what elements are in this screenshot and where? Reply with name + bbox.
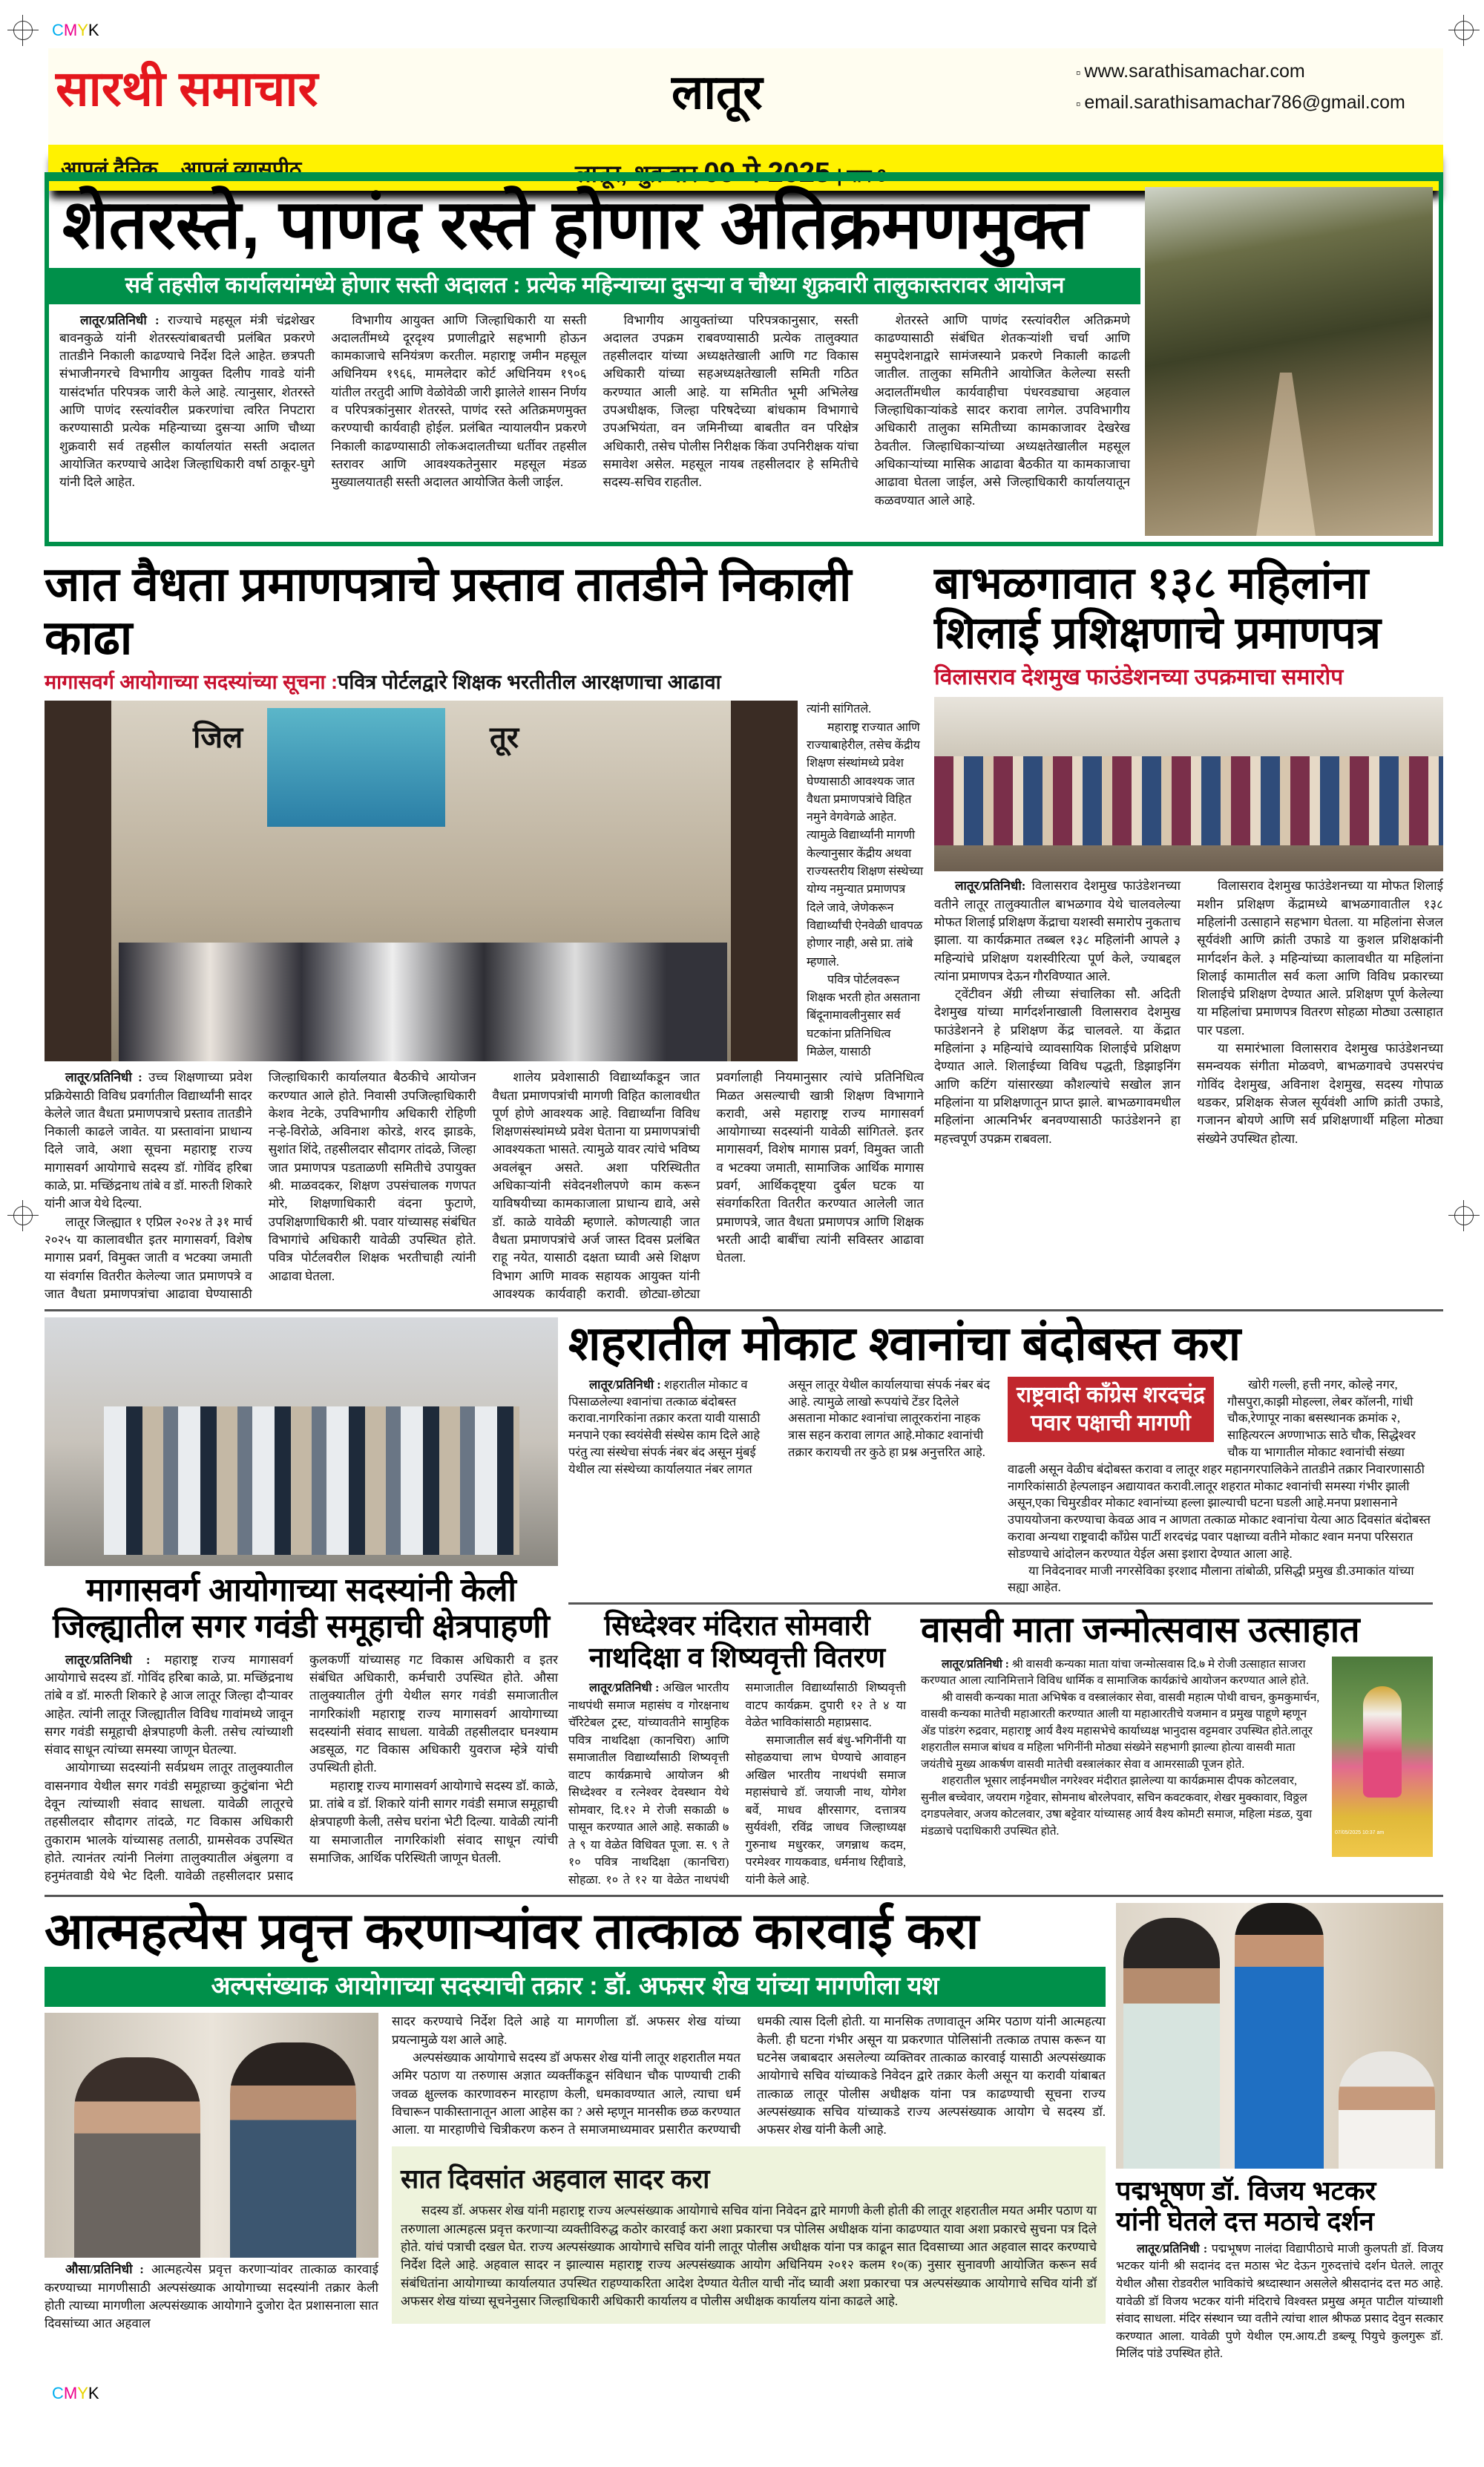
farm-road-photo bbox=[1145, 187, 1433, 536]
dateline: लातूर/प्रतिनिधी : bbox=[1137, 2242, 1208, 2255]
suicide-headline: आत्महत्येस प्रवृत्त करणाऱ्यांवर तात्काळ कारवाई करा bbox=[45, 1903, 979, 1960]
email-link[interactable]: ▫ email.sarathisamachar786@gmail.com bbox=[1076, 92, 1405, 113]
paragraph: शालेय प्रवेशासाठी विद्यार्थ्यांकडून जात वैधता प्रमाणपत्रांची मागणी विहित कालावधीत पूर्ण होणे आवश्यक आहे. विद्यार्थ्यांना विविध शिक्षणसंस्थांमध्ये प्रवेश घेताना या प्रमाणपत्रांची आवश्यकता भासते. त्यामुळे यावर त्यांचे भविष्य अवलंबून असते. अशा परिस्थितीत अधिकाऱ्यांनी संवेदनशीलपणे काम करून याविषयीच्या कामकाजाला प्राधान्य द्यावे, असे डॉ. काळे यावेळी म्हणाले. कोणत्याही जात वैधता प्रमाणपत्रांचे अर्ज जास्त दिवस प्रलंबित राहू नयेत, यासाठी दक्षता घ्यावी असे शिक्षण विभाग आणि मावक सहायक आयुक्त यांनी आवश्यक कार्यवाही करावी. छोट्या-छोट्या प्रवर्गालाही नियमानुसार त्यांचे प्रतिनिधित्व मिळत असल्याची खात्री शिक्षण विभागाने करावी, असे महाराष्ट्र राज्य मागासवर्ग आयोगाच्या सदस्यांनी यावेळी सांगितले. इतर मागासवर्ग, विशेष मागास प्रवर्ग, विमुक्त जाती व भटक्या जमाती, सामाजिक आर्थिक मागास प्रवर्ग, आर्थिकदृष्ट्या दुर्बल घटक या संवर्गाकरिता वितरीत करण्यात आलेली जात प्रमाणपत्रे, जात वैधता प्रमाणपत्र आणि शिक्षक भरती आदी बाबींचा त्यांनी सविस्तर आढावा घेतला. bbox=[492, 1070, 924, 1301]
cmyk-mark: CMYK bbox=[52, 2384, 99, 2403]
paragraph: या समारंभाला विलासराव देशमुख फाउंडेशनच्या समन्वयक संगीता मोळवणे, बाभळगावचे उपसरपंच गोविंद देशमुख, अविनाश देशमुख, सदस्य गोपाळ थडकर, प्रशिक्षक सेजल सूर्यवंशी आणि क्रांती उफाडे, गजानन बोयणे आणि सर्व प्रशिक्षणार्थी महिला मोठ्या संख्येने उपस्थित होत्या. bbox=[1197, 1041, 1443, 1146]
caste-side-column bbox=[807, 701, 924, 1061]
paragraph: विभागीय आयुक्त आणि जिल्हाधिकारी या सस्ती अदालतींमध्ये दूरदृश्य प्रणालीद्वारे सहभागी होऊन कामकाजाचे सनियंत्रण करतील. महाराष्ट्र जमीन महसूल अधिनियम १९६६, मामलेदार कोर्ट अधिनियम १९०६ यांतील तरतुदी आणि वेळोवेळी जारी झालेले शासन निर्णय व परिपत्रकांनुसार शेतरस्ते, पाणंद रस्ते अतिक्रमणमुक्त करण्याची कार्यवाही होईल. प्रलंबित न्यायालयीन प्रकरणे निकाली काढण्यासाठी लोकअदालतीच्या धर्तीवर तहसील स्तरावर आणि आवश्यकतेनुसार महसूल मंडळ मुख्यालयातही सस्ती अदालत आयोजित केली जाईल. bbox=[331, 312, 587, 490]
dateline: औसा/प्रतिनिधी : bbox=[65, 2262, 144, 2277]
sewing-story-body bbox=[934, 877, 1443, 1147]
dutt-math-visit-photo bbox=[1116, 1903, 1443, 2169]
paragraph: विभागीय आयुक्तांच्या परिपत्रकानुसार, सस्ती अदालत उपक्रम राबवण्यासाठी प्रत्येक तालुक्यात तहसीलदार यांच्या अध्यक्षतेखाली आणि गट विकास अधिकारी यांच्या सहअध्यक्षतेखाली समिती गठित करण्यात आली आहे. या समितीत भूमी अभिलेख उपअधीक्षक, जिल्हा परिषदेच्या बांधकाम विभागाचे उपअभियंता, वन जमिनीच्या बाबतीत वन परिक्षेत्र अधिकारी, तसेच पोलीस निरीक्षक किंवा उपनिरीक्षक यांचा समावेश असेल. महसूल नायब तहसीलदार हे समितीचे सदस्य-सचिव राहतील. bbox=[603, 312, 858, 490]
complaint-handover-photo bbox=[45, 2013, 378, 2258]
paragraph: लातूर जिल्ह्यात १ एप्रिल २०२४ ते ३१ मार्च २०२५ या कालावधीत इतर मागासवर्ग, विशेष मागास प्रवर्ग, विमुक्त जाती व भटक्या जमाती या संवर्गास वितरीत केलेल्या जात प्रमाणपत्रे व जात वैधता प्रमाणपत्रांचा आढावा घेण्यासाठी जिल्हाधिकारी कार्यालयात बैठकीचे आयोजन करण्यात आले होते. निवासी उपजिल्हाधिकारी केशव नेटके, उपविभागीय अधिकारी रोहिणी नऱ्हे-विरोळे, अविनाश कोरडे, शरद झाडके, सुशांत शिंदे, तहसीलदार सौदागर तांदळे, जिल्हा जात प्रमाणपत्र पडताळणी समितीचे उपायुक्त श्री. माळवदकर, शिक्षण उपसंचालक गणपत मोरे, शिक्षणाधिकारी वंदना फुटाणे, उपशिक्षणाधिकारी श्री. पवार यांच्यासह संबंधित विभागांचे अधिकारी यावेळी उपस्थित होते. पवित्र पोर्टलवरील शिक्षक भरतीचाही त्यांनी आढावा घेतला. bbox=[45, 1070, 476, 1301]
dateline: लातूर/प्रतिनिधी: bbox=[955, 879, 1026, 894]
box-body bbox=[401, 2202, 1097, 2310]
nathdiksha-headline-line1: सिध्देश्वर मंदिरात सोमवारी bbox=[604, 1611, 870, 1642]
issue-date: लातूर, शुक्रवार 09 मे 2025 | पान 6 bbox=[575, 157, 887, 189]
field-visit-photo bbox=[45, 1317, 558, 1566]
suicide-story-body bbox=[392, 2013, 1106, 2139]
sewing-story bbox=[934, 558, 1443, 1148]
certificate-ceremony-photo bbox=[934, 697, 1443, 871]
caste-subhead: मागासवर्ग आयोगाच्या सदस्यांच्या सूचना :पवित्र पोर्टलद्वारे शिक्षक भरतीतील आरक्षणाचा आढावा bbox=[45, 671, 721, 694]
nathdiksha-body bbox=[568, 1680, 906, 1889]
paragraph: लातूर/प्रतिनिधी : श्री वासवी कन्यका माता यांचा जन्मोत्सवास दि.७ मे रोजी उत्साहात साजरा करण्यात आला त्यानिमित्ताने विविध धार्मिक व सामाजिक कार्यक्रांचे आयोजन करण्यात आले होते. bbox=[921, 1657, 1309, 1688]
photo-banner-text: जिल bbox=[193, 721, 243, 755]
paragraph: लातूर/प्रतिनिधी : अखिल भारतीय नाथपंथी समाज महासंघ व गोरक्षनाथ चॅरिटेबल ट्रस्ट, यांच्यावतीने सामुहिक पवित्र नाथदिक्षा (कानचिरा) आणि समाजातील विद्यार्थ्यांसाठी शिष्यवृत्ती वाटप कार्यक्रमाचे आयोजन श्री सिध्देश्वर व रत्नेश्वर देवस्थान येथे सोमवार, दि.१२ मे रोजी सकाळी ७ पासून करण्यात आले आहे. सकाळी ७ ते ९ या वेळेत विधिवत पूजा. स. ९ ते १० पवित्र नाथदिक्षा (कानचिरा) सोहळा. १० ते १२ या वेळेत नाथपंथी समाजातील विद्यार्थ्यांसाठी शिष्यवृत्ती वाटप कार्यक्रम. दुपारी १२ ते ४ या वेळेत भाविकांसाठी महाप्रसाद. bbox=[568, 1682, 906, 1887]
paragraph: लातूर/प्रतिनिधी : उच्च शिक्षणाच्या प्रवेश प्रक्रियेसाठी विविध प्रवर्गातील विद्यार्थ्यांनी सादर केलेले जात वैधता प्रमाणपत्राचे प्रस्ताव तातडीने निकाली काढले जावेत. या प्रस्तावांना प्राधान्य दिले जावे, अशा सूचना महाराष्ट्र राज्य मागासवर्ग आयोगाचे सदस्य डॉ. गोविंद हरिबा काळे, प्रा. मच्छिंद्रनाथ तांबे व डॉ. मारुती शिकारे यांनी आज येथे दिल्या. bbox=[45, 1070, 252, 1211]
dateline: लातूर/प्रतिनिधी : bbox=[80, 312, 160, 327]
report-deadline-box bbox=[392, 2146, 1106, 2324]
vasavi-body bbox=[921, 1657, 1433, 1841]
bhatkar-headline-line2: यांनी घेतले दत्त मठाचे दर्शन bbox=[1116, 2205, 1374, 2236]
meeting-photo bbox=[45, 701, 798, 1061]
paragraph: पवित्र पोर्टलवरून शिक्षक भरती होत असताना बिंदूनामावलीनुसार सर्व घटकांना प्रतिनिधित्व मिळेल, यासाठी bbox=[807, 973, 920, 1058]
vasavi-headline: वासवी माता जन्मोत्सवास उत्साहात bbox=[921, 1611, 1360, 1651]
dogs-headline: शहरातील मोकाट श्वानांचा बंदोबस्त करा bbox=[568, 1317, 1241, 1371]
bhatkar-headline-line1: पद्मभूषण डॉ. विजय भटकर bbox=[1116, 2175, 1376, 2206]
paragraph: लातूर/प्रतिनिधी : महाराष्ट्र राज्य मागासवर्ग आयोगाचे सदस्य डॉ. गोविंद हरिबा काळे, प्रा. मच्छिंद्रनाथ तांबे व डॉ. मारुती शिकारे हे आज लातूर जिल्हा दौऱ्यावर आहेत. त्यांनी लातूर जिल्ह्यातील विविध गावांमध्ये जावून सगर गवंडी समूहाची क्षेत्रपाहणी केली. तसेच त्यांच्याशी संवाद साधून त्यांच्या समस्या जाणून घेतल्या. bbox=[45, 1652, 293, 1757]
paragraph: खोरी गल्ली, हत्ती नगर, कोल्हे नगर, गौसपुरा,काझी मोहल्ला, लेबर कॉलनी, गांधी चौक,रेणापूर नाका बसस्थानक क्रमांक २, साहित्यरत्न अण्णाभाऊ साठे चौक, सिद्धेश्वर चौक या भागातील मोकाट श्वानांची संख्या वाढली असून वेळीच बंदोबस्त करावा व लातूर शहर महानगरपालिकेने तातडीने तक्रार निवारणासाठी नागरिकांसाठी हेल्पलाइन अद्यायावत करावी.लातूर शहरात मोकाट श्वानांची समस्या गंभीर झाली असून,एका चिमुरडीवर मोकाट श्वानांच्या हल्ला झाल्याची घटना घडली आहे.मनपा प्रशासनाने उपाययोजना करण्याचा केवळ आव न आणता तत्काळ मोकाट श्वानांचा येत्या आठ दिवसांत बंदोबस्त करावा अन्यथा राष्ट्रवादी कॉंग्रेस पार्टी शरदचंद्र पवार पक्षाच्या वतीने मोकाट श्वान मनपा परिसरात सोडण्याचे आंदोलन करण्यात येईल असा इशारा देण्यात आला आहे. bbox=[1008, 1377, 1431, 1561]
lead-story-body bbox=[55, 312, 1135, 510]
paragraph: या निवेदनावर माजी नगरसेविका इरशाद मौलाना तांबोळी, प्रसिद्धी प्रमुख डी.उमाकांत यांच्या सह्या आहेत. bbox=[1008, 1563, 1414, 1595]
paragraph: अल्पसंख्याक आयोगाचे सदस्य डॉ अफसर शेख यांनी लातूर शहरातील मयत अमिर पठाण या तरुणास अज्ञात व्यक्तींकडून संविधान चौक पाण्याची टाकी जवळ क्षुल्लक कारणावरुन मारहाण केली, धमकावण्यात आले, त्याचा धर्म विचारून पाकीस्तानातून आला आहेस का ? असे म्हणून मानसीक छळ करण्यात आला. या मारहाणीचे चित्रीकरण करुन ते समाजमाध्यमावर प्रसारीत करण्याची धमकी त्यास दिली होती. या मानसिक तणावातून अमिर पठाण यांनी आत्महत्या केली. ही घटना गंभीर असून या प्रकरणात पोलिसांनी तत्काळ तपास करून या घटनेस जबाबदार असलेल्या व्यक्तिवर तात्काळ कारवाई यासाठी अल्पसंख्याक आयोगाचे सचिव यांच्याकडे निवेदन द्वारे तक्रार केली असून या करावी यांबाबत तात्काळ लातूर पोलीस अधीक्षक यांना पत्र काढण्याची सूचना राज्य अल्पसंख्याक सचिव यांच्याकडे राज्य अल्पसंख्याक आयोग चे सदस्य डॉ. अफसर शेख यांनी केली आहे. bbox=[392, 2014, 1106, 2137]
bhatkar-body bbox=[1116, 2241, 1443, 2363]
nathdiksha-headline-line2: नाथदिक्षा व शिष्यवृत्ती वितरण bbox=[588, 1642, 886, 1674]
paragraph: सादर करण्याचे निर्देश दिले आहे या मागणीला डॉ. अफसर शेख यांच्या प्रयत्नामुळे यश आले आहे. bbox=[392, 2014, 741, 2047]
dateline: लातूर/प्रतिनिधी : bbox=[65, 1070, 142, 1085]
caste-story-body bbox=[45, 1069, 924, 1303]
nathdiksha-story bbox=[568, 1611, 906, 1889]
photo-timestamp: 07/05/2025 10:37 am bbox=[1335, 1830, 1385, 1836]
divider bbox=[568, 1602, 1433, 1605]
paragraph: ट्वेंटीवन ॲग्री लीच्या संचालिका सौ. अदिती देशमुख यांच्या मार्गदर्शनाखाली विलासराव देशमुख फाउंडेशनने हे प्रशिक्षण केंद्र चालवले. या केंद्रात महिलांना ३ महिन्यांचे व्यावसायिक शिलाईचे प्रशिक्षण देण्यात आले. शिलाईच्या विविध पद्धती, डिझाइनिंग आणि कटिंग यांसारख्या कौशल्यांचे सखोल ज्ञान महिलांना या प्रशिक्षणातून प्राप्त झाले. बाभळगावमधील महिलांना आत्मनिर्भर बनवण्यासाठी फाउंडेशनने हा महत्त्वपूर्ण उपक्रम राबवला. bbox=[934, 987, 1181, 1146]
dateline: लातूर/प्रतिनिधी : bbox=[589, 1377, 661, 1392]
paragraph: महाराष्ट्र राज्यात आणि राज्याबाहेरील, तसेच केंद्रीय शिक्षण संस्थांमध्ये प्रवेश घेण्यासाठी आवश्यक जात वैधता प्रमाणपत्रांचे विहित नमुने वेगवेगळे आहेत. त्यामुळे विद्यार्थ्यांनी मागणी केल्यानुसार केंद्रीय अथवा राज्यस्तरीय शिक्षण संस्थेच्या योग्य नमुन्यात प्रमाणपत्र दिले जावे, जेणेकरून विद्यार्थ्यांची ऐनवेळी धावपळ होणार नाही, असे प्रा. तांबे म्हणाले. bbox=[807, 721, 924, 969]
paragraph: औसा/प्रतिनिधी : आत्महत्येस प्रवृत्त करणाऱ्यांवर तात्काळ कारवाई करण्याच्या मागणीसाठी अल्पसंख्याक आयोगाच्या सदस्यांनी तक्रार केली होती त्याच्या मागणीला अल्पसंख्याक आयोगाने दुजोरा देत प्रशासनाला सात दिवसांच्या आत अहवाल bbox=[45, 2262, 378, 2331]
sewing-headline-line1: बाभळगावात १३८ महिलांना bbox=[934, 558, 1369, 608]
paragraph: सदस्य डॉ. अफसर शेख यांनी महाराष्ट्र राज्य अल्पसंख्याक आयोगाचे सचिव यांना निवेदन द्वारे मागणी केली होती की लातूर शहरातील मयत अमीर पठाण या तरुणाला आत्महत्स प्रवृत्त करणाऱ्या व्यक्तीविरुद्ध कठोर कारवाई करा अशा प्रकारचा पत्र पोलिस अधीक्षक यांना काढण्यात यावा अशा प्रकारचे सुचना पत्र दिले होते. यांचं पत्राची दखल घेत. राज्य अल्पसंख्याक आयोगाचे सचिव यांनी लातूर पोलीस अधीक्षक यांना पत्र काढून सात दिवसाच्या आत अहवाल सादर करण्याचे निर्देश दिले आहे. अहवाल सादर न झाल्यास महाराष्ट्र राज्य अल्पसंख्याक आयोग अधिनियम २०१२ कलम १०(क) नुसार सुनावणी आयोजित करून सर्व संबंधितांना आयोगाच्या कार्यालयात उपस्थित राहण्याकरिता आदेश देण्यात येतील याची नोंद घ्यावी अशा प्रकारचा पत्र अल्पसंख्याक आयोगाचे सचिव यांनी डॉ अफसर शेख यांच्या सूचनेनुसार जिल्हाधिकारी अधिकारी कार्यालय व पोलीस अधीक्षक कार्यालय यांना काढले आहे. bbox=[401, 2204, 1097, 2308]
field-visit-story bbox=[45, 1317, 558, 1885]
paragraph: शहरातील भूसार लाईनमधील नगरेश्वर मंदीरात झालेल्या या कार्यक्रमास दीपक कोटलवार, सुनील बच्चेवार, जयराम गट्टेवार, सोमनाथ बोरलेपवार, सचिन कवटकवार, शेखर मुक्कावार, विठ्ठल दगडपलेवार, अजय कोटलवार, उषा बट्टेवार यांच्यासह आर्य वैश्य कोमटी समाज, महिला मंडळ, युवा मंडळाचे पदाधिकारी उपस्थित होते. bbox=[921, 1775, 1313, 1838]
divider bbox=[45, 1309, 1443, 1311]
bhatkar-story bbox=[1116, 1903, 1443, 2363]
party-demand-box: राष्ट्रवादी कॉंग्रेस शरदचंद्र पवार पक्षाची मागणी bbox=[1008, 1377, 1214, 1442]
website-link[interactable]: ▫ www.sarathisamachar.com bbox=[1076, 61, 1305, 82]
paragraph: समाजातील सर्व बंधु-भगिनींनी या सोहळयाचा लाभ घेण्याचे आवाहन अखिल भारतीय नाथपंथी समाज महासंघाचे डॉ. जयाजी नाथ, योगेश बर्वे, माधव क्षीरसागर, दत्तात्रय सुर्यवंशी, रविंद्र जाधव जिल्हाध्यक्ष गुरुनाथ मधुरकर, जगन्नाथ कदम, परमेश्वर गायकवाड, धर्मनाथ रिद्दीवाडे, यांनी केले आहे. bbox=[745, 1734, 906, 1887]
dateline: लातूर/प्रतिनिधी : bbox=[589, 1682, 660, 1695]
vasavi-story bbox=[921, 1611, 1433, 1863]
suicide-story bbox=[45, 1903, 1106, 2333]
field-visit-headline-line2: जिल्ह्यातील सगर गवंडी समूहाची क्षेत्रपाहणी bbox=[53, 1608, 550, 1645]
divider bbox=[45, 1895, 1443, 1897]
paragraph: विलासराव देशमुख फाउंडेशनच्या या मोफत शिलाई मशीन प्रशिक्षण केंद्रामध्ये बाभळगावातील १३८ महिलांनी उत्साहाने सहभाग घेतला. या महिलांना सेजल सूर्यवंशी आणि क्रांती उफाडे या कुशल प्रशिक्षकांनी मार्गदर्शन केले. ३ महिन्यांच्या कालावधीत या महिलांना शिलाई कामातील सर्व कला आणि विविध प्रकारच्या शिलाईचे प्रशिक्षण देण्यात आले. प्रशिक्षण पूर्ण केलेल्या या महिलांचा प्रमाणपत्र वितरण सोहळा मोठ्या उत्साहात पार पडला. bbox=[1197, 879, 1443, 1038]
suicide-subhead: अल्पसंख्याक आयोगाच्या सदस्याची तक्रार : डॉ. अफसर शेख यांच्या मागणीला यश bbox=[45, 1967, 1106, 2007]
newspaper-logo: सारथी समाचार bbox=[56, 61, 318, 116]
dateline: लातूर/प्रतिनिधी : bbox=[65, 1652, 151, 1667]
dogs-body-left bbox=[568, 1377, 991, 1478]
caste-headline: जात वैधता प्रमाणपत्राचे प्रस्ताव तातडीने निकाली काढा bbox=[45, 557, 852, 664]
paragraph: लातूर/प्रतिनिधी: विलासराव देशमुख फाउंडेशनच्या वतीने लातूर तालुक्यातील बाभळगाव येथे चालवलेल्या मोफत शिलाई प्रशिक्षण केंद्राचा यशस्वी समारोप नुकताच झाला. या कार्यक्रमात तब्बल १३८ महिलांनी आपले ३ महिन्यांचे प्रशिक्षण यशस्वीरित्या पूर्ण केले, ज्याबद्दल त्यांना प्रमाणपत्र देऊन गौरविण्यात आले. bbox=[934, 879, 1181, 983]
caste-story bbox=[45, 558, 924, 1303]
paragraph: शेतरस्ते आणि पाणंद रस्त्यांवरील अतिक्रमणे काढण्यासाठी संबंधित शेतकऱ्यांशी चर्चा आणि समुपदेशनाद्वारे सामंजस्याने प्रकरणे निकाली काढली जातील. तालुका समितीने आयोजित केलेल्या सस्ती अदालतींमधील कार्यवाहीचा पंधरवड्याचा अहवाल जिल्हाधिकाऱ्यांकडे सादर करावा लागेल. उपविभागीय अधिकारी तालुका समितीच्या कामकाजावर देखरेख ठेवतील. जिल्हाधिकाऱ्यांच्या अध्यक्षतेखालील महसूल अधिकाऱ्यांच्या मासिक आढावा बैठकीत या कामकाजाचा आढावा घेतला जाईल, असे जिल्हाधिकारी कार्यालयातून कळवण्यात आले आहे. bbox=[874, 312, 1130, 508]
paragraph: महाराष्ट्र राज्य मागासवर्ग आयोगाचे सदस्य डॉ. काळे, प्रा. तांबे व डॉ. शिकारे यांनी सागर गवंडी समाज समूहाची क्षेत्रपाहणी केली, तसेच घरांना भेटी दिल्या. यावेळी त्यांनी या समाजातील नागरिकांशी संवाद साधून त्यांची समाजिक, आर्थिक परिस्थिती जाणून घेतली. bbox=[309, 1778, 558, 1865]
paragraph: श्री वासवी कन्यका माता अभिषेक व वस्त्रालंकार सेवा, वासवी महात्म पोथी वाचन, कुमकुमार्चन, वासवी कन्यका मातेची महाआरती करण्यात आली या महाआरतीचे यजमान व प्रमुख पाहूणे म्हणून ॲड पांडरंग रुद्रवार, महाराष्ट्र आर्य वैश्य महासभेचे कार्याध्यक्ष भानुदास वट्टमवार उपस्थित होते.लातूर शहरातील समाज बांधव व महिला भगिनींनी मोठ्या संख्येने सहभागी झाल्या होत्या वासवी माता जयंतीचे मुख्य आकर्षण वासवी मातेची वस्त्रालंकार सेवा व आमरसाळी पूजन होते. bbox=[921, 1691, 1320, 1771]
paragraph: आयोगाच्या सदस्यांनी सर्वप्रथम लातूर तालुक्यातील वासनगाव येथील सगर गवंडी समूहाच्या कुटुंबांना भेटी देवून त्यांच्याशी संवाद साधला. यावेळी लातूरचे तहसीलदार सौदागर तांदळे, गट विकास अधिकारी तुकाराम भालके यांच्यासह तलाठी, ग्रामसेवक उपस्थित होते. त्यानंतर त्यांनी निलंगा तालुक्यातील अंबुलगा व हनुमंतवाडी येथे भेट दिली. यावेळी तहसीलदार प्रसाद कुलकर्णी यांच्यासह गट विकास अधिकारी व इतर संबंधित अधिकारी, कर्मचारी उपस्थित होते. औसा तालुक्यातील तुंगी येथील सगर गवंडी समाजातील नागरिकांशी महाराष्ट्र राज्य मागासवर्ग आयोगाच्या सदस्यांनी संवाद साधला. यावेळी तहसीलदार घनश्याम अडसूळ, गट विकास अधिकारी युवराज म्हेत्रे यांची उपस्थिती होती. bbox=[45, 1652, 558, 1884]
sewing-headline-line2: शिलाई प्रशिक्षणाचे प्रमाणपत्र bbox=[934, 608, 1382, 658]
lead-subhead: सर्व तहसील कार्यालयांमध्ये होणार सस्ती अदालत : प्रत्येक महिन्याच्या दुसऱ्या व चौथ्या शुक्रवारी तालुकास्तरावर आयोजन bbox=[49, 268, 1140, 304]
box-title: सात दिवसांत अहवाल सादर करा bbox=[401, 2163, 710, 2195]
paragraph: त्यांनी सांगितले. bbox=[807, 703, 872, 716]
dogs-body-right bbox=[1008, 1377, 1433, 1596]
lead-story-box bbox=[45, 172, 1443, 546]
sewing-subhead: विलासराव देशमुख फाउंडेशनच्या उपक्रमाचा समारोप bbox=[934, 665, 1344, 690]
lead-headline: शेतरस्ते, पाणंद रस्ते होणार अतिक्रमणमुक्त bbox=[62, 187, 1089, 263]
field-visit-body bbox=[45, 1651, 558, 1886]
right-column bbox=[568, 1317, 1433, 1889]
dogs-story-body bbox=[568, 1377, 1433, 1596]
vasavi-mata-idol-photo bbox=[1332, 1657, 1433, 1857]
suicide-photo-caption bbox=[45, 2261, 378, 2333]
paragraph: लातूर/प्रतिनिधी : पद्मभूषण नालंदा विद्यापीठाचे माजी कुलपती डॉ. विजय भटकर यांनी श्री सदानंद दत्त मठास भेट देऊन गुरुदत्तांचे दर्शन घेतले. लातूर येथील औसा रोडवरील भाविकांचे श्रध्दास्थान असलेले श्रीसदानंद दत्त मठ आहे. यावेळी डॉ विजय भटकर यांनी मंदिराचे विश्वस्त प्रमुख अमृत पाटील यांच्याशी संवाद साधला. मंदिर संस्थान च्या वतीने त्यांचा शाल श्रीफळ प्रसाद देवुन सत्कार करण्यात आला. यावेळी पुणे येथील एम.आय.टी डब्ल्यू पियुचे कुलगुरू डॉ. मिलिंद पांडे उपस्थित होते. bbox=[1116, 2242, 1444, 2361]
field-visit-headline-line1: मागासवर्ग आयोगाच्या सदस्यांनी केली bbox=[86, 1572, 516, 1609]
photo-banner-text: तूर bbox=[490, 721, 519, 755]
paragraph: लातूर/प्रतिनिधी : राज्याचे महसूल मंत्री चंद्रशेखर बावनकुळे यांनी शेतरस्त्यांबाबतची प्रलंबित प्रकरणे तातडीने निकाली काढण्याचे निर्देश दिले आहेत. छत्रपती संभाजीनगरचे विभागीय आयुक्त दिलीप गावडे यांनी यासंदर्भात परिपत्रक जारी केले आहे. त्यानुसार, शेतरस्ते आणि पाणंद रस्त्यांवरील प्रकरणांचा त्वरित निपटारा करण्यासाठी प्रत्येक महिन्याच्या दुसऱ्या आणि चौथ्या शुक्रवारी सर्व तहसील कार्यालयांत सस्ती अदालत आयोजित करण्याचे आदेश जिल्हाधिकारी वर्षा ठाकूर-घुगे यांनी दिले आहेत. bbox=[59, 312, 315, 490]
paragraph: लातूर/प्रतिनिधी : शहरातील मोकाट व पिसाळलेल्या श्वानांचा तत्काळ बंदोबस्त करावा.नागरिकांना तक्रार करता यावी यासाठी मनपाने एका स्वयंसेवी संस्थेस काम दिले आहे परंतु त्या संस्थेचा संपर्क नंबर बंद असून मुंबई येथील त्या संस्थेच्या कार्यालयात नंबर लागत असून लातूर येथील कार्यालयाचा संपर्क नंबर बंद आहे. त्यामुळे लाखो रूपयांचे टेंडर दिलेले असताना मोकाट श्वानांचा लातूरकरांना नाहक त्रास सहन करावा लागत आहे.मोकाट श्वानांची तक्रार करायची तर कुठे हा प्रश्न अनुत्तरित आहे. bbox=[568, 1377, 991, 1476]
cmyk-mark: CMYK bbox=[52, 21, 99, 39]
dateline: लातूर/प्रतिनिधी : bbox=[942, 1657, 1009, 1671]
tagline: आपलं दैनिक... आपलं व्यासपीठ... bbox=[61, 157, 319, 180]
edition-city: लातूर bbox=[672, 65, 763, 119]
